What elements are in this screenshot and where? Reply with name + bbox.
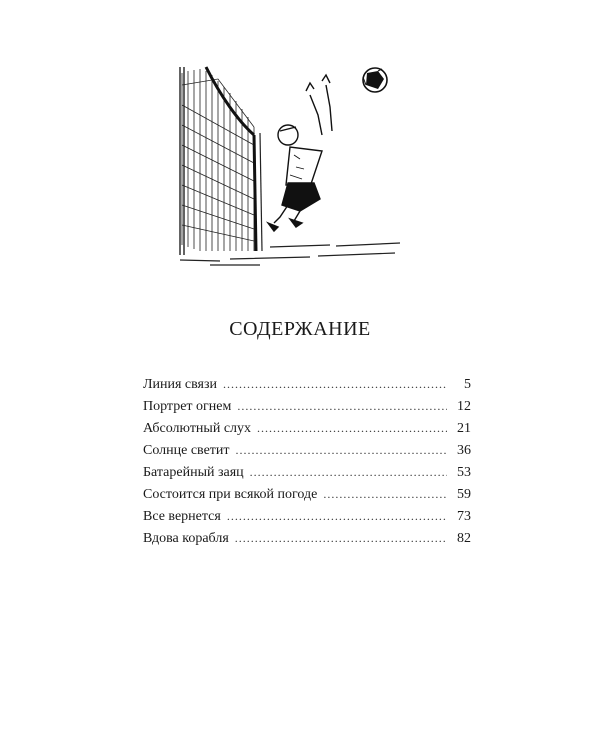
toc-entry-title: Все вернется [143, 509, 221, 524]
toc-entry[interactable] [143, 439, 471, 461]
dot-leader [235, 527, 447, 549]
dot-leader [250, 461, 447, 483]
toc-entry-title: Линия связи [143, 377, 218, 392]
toc-entry-title: Портрет огнем [143, 399, 232, 414]
goalkeeper-figure [268, 75, 332, 231]
toc-entry[interactable] [143, 395, 471, 417]
toc-entry-title: Вдова корабля [143, 531, 229, 546]
dot-leader [237, 395, 447, 417]
contents-title: СОДЕРЖАНИЕ [229, 318, 371, 340]
toc-entry[interactable] [143, 527, 471, 549]
ball-icon [363, 68, 387, 92]
toc-entry-title: Батарейный заяц [143, 465, 244, 480]
dot-leader [223, 373, 447, 395]
toc-entry-page: 12 [457, 399, 471, 414]
dot-leader [227, 505, 447, 527]
dot-leader [236, 439, 447, 461]
table-of-contents [143, 373, 471, 549]
toc-entry-page: 82 [457, 531, 471, 546]
toc-entry-title: Солнце светит [143, 443, 230, 458]
toc-entry[interactable] [143, 483, 471, 505]
ground-lines [180, 243, 400, 265]
toc-entry-page: 59 [457, 487, 471, 502]
toc-entry[interactable] [143, 417, 471, 439]
toc-entry-title: Абсолютный слух [143, 421, 252, 436]
goal-net [180, 67, 262, 255]
toc-entry[interactable] [143, 505, 471, 527]
goalkeeper-illustration [150, 55, 450, 275]
dot-leader [257, 417, 447, 439]
toc-entry[interactable] [143, 373, 471, 395]
toc-entry[interactable] [143, 461, 471, 483]
toc-entry-page: 53 [457, 465, 471, 480]
toc-entry-title: Состоится при всякой погоде [143, 487, 318, 502]
toc-entry-page: 73 [457, 509, 471, 524]
toc-entry-page: 5 [464, 377, 471, 392]
toc-entry-page: 21 [457, 421, 471, 436]
toc-entry-page: 36 [457, 443, 471, 458]
dot-leader [323, 483, 447, 505]
